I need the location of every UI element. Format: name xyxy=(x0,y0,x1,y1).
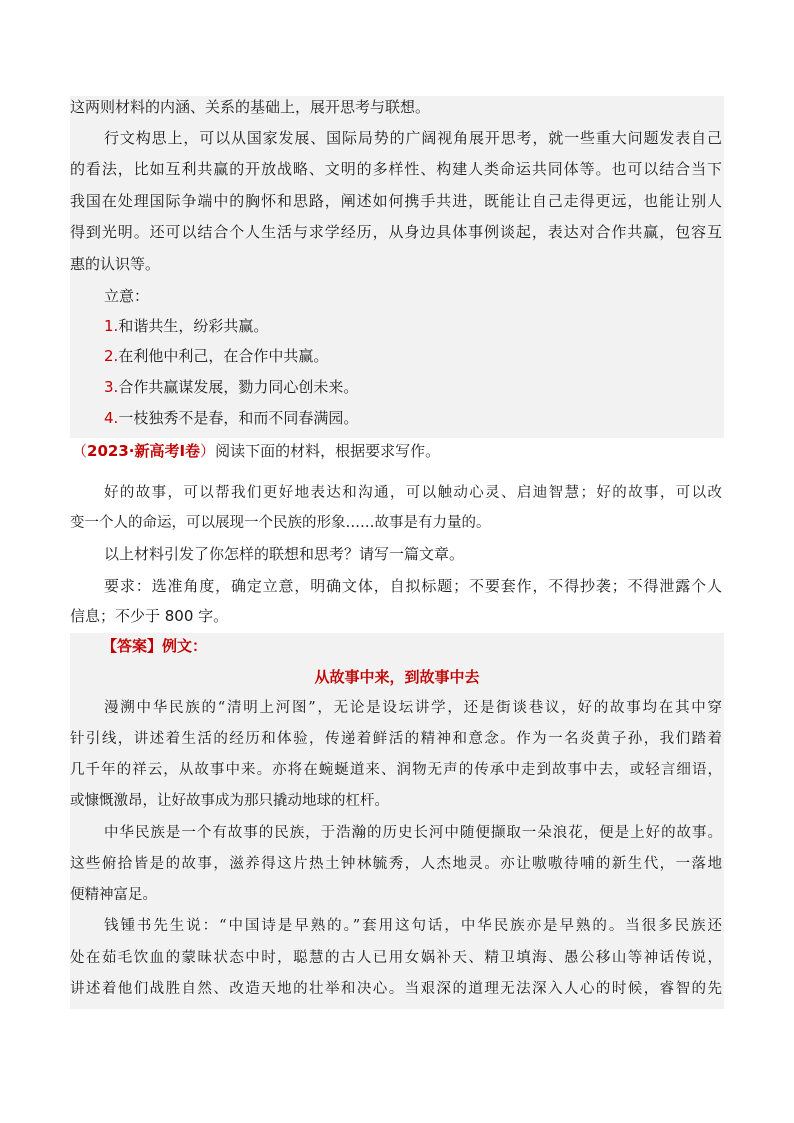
question-header xyxy=(72,441,440,461)
source-open: （ xyxy=(72,442,88,460)
essay-line: 中华民族是一个有故事的民族，于浩瀚的历史长河中随便撷取一朵浪花，便是上好的故事。 xyxy=(104,825,722,841)
essay-line: 便精神富足。 xyxy=(70,887,157,903)
essay-line: 这些俯拾皆是的故事，滋养得这片热土钟林毓秀，人杰地灵。亦让嗷嗷待哺的新生代，一落地 xyxy=(70,856,722,872)
analysis-line: 的看法，比如互利共赢的开放战略、文明的多样性、构建人类命运共同体等。也可以结合当下 xyxy=(70,160,722,178)
instruction-line: 以上材料引发了你怎样的联想和思考？请写一篇文章。 xyxy=(104,545,465,563)
source-close: ） xyxy=(200,442,216,460)
analysis-line: 得到光明。还可以结合个人生活与求学经历，从身边具体事例谈起，表达对合作共赢，包容互 xyxy=(70,223,722,241)
essay-line: 处在茹毛饮血的蒙昧状态中时，聪慧的古人已用女娲补天、精卫填海、愚公移山等神话传说， xyxy=(70,950,722,966)
material-line: 变一个人的命运，可以展现一个民族的形象……故事是有力量的。 xyxy=(70,515,491,531)
essay-line: 几千年的祥云，从故事中来。亦将在蜿蜒道来、润物无声的传承中走到故事中去，或轻言细语， xyxy=(70,762,722,778)
liyi-number: 3. xyxy=(104,378,119,396)
essay-line: 漫溯中华民族的“清明上河图”，无论是设坛讲学，还是街谈巷议，好的故事均在其中穿 xyxy=(104,700,722,716)
material-line: 好的故事，可以帮我们更好地表达和沟通，可以触动心灵、启迪智慧；好的故事，可以改 xyxy=(104,485,722,501)
analysis-line: 行文构思上，可以从国家发展、国际局势的广阔视角展开思考，就一些重大问题发表自己 xyxy=(104,129,722,147)
liyi-text: 在利他中利己，在合作中共赢。 xyxy=(118,347,329,365)
requirement-line: 要求：选准角度，确定立意，明确文体，自拟标题；不要套作，不得抄袭；不得泄露个人 xyxy=(104,577,722,595)
intro-line: 这两则材料的内涵、关系的基础上，展开思考与联想。 xyxy=(70,98,431,116)
essay-line: 针引线，讲述着生活的经历和体验，传递着鲜活的精神和意念。作为一名炎黄子孙，我们踏着 xyxy=(70,731,722,747)
liyi-number: 4. xyxy=(104,409,119,427)
liyi-item xyxy=(104,408,358,428)
liyi-text: 一枝独秀不是春，和而不同春满园。 xyxy=(118,409,359,427)
essay-line: 或慷慨激昂，让好故事成为那只撬动地球的杠杆。 xyxy=(70,793,389,809)
essay-title: 从故事中来，到故事中去 xyxy=(314,668,480,686)
question-prompt: 阅读下面的材料，根据要求写作。 xyxy=(215,442,441,460)
liyi-item xyxy=(104,346,328,366)
analysis-line: 惠的认识等。 xyxy=(70,255,161,273)
analysis-line: 我国在处理国际争端中的胸怀和思路，阐述如何携手共进，既能让自己走得更远，也能让别人 xyxy=(70,192,722,210)
essay-line: 讲述着他们战胜自然、改造天地的壮举和决心。当艰深的道理无法深入人心的时候，睿智的先 xyxy=(70,981,722,997)
requirement-line: 信息；不少于 800 字。 xyxy=(70,607,229,625)
liyi-number: 2. xyxy=(104,347,119,365)
liyi-label: 立意： xyxy=(104,287,150,305)
essay-line: 钱锺书先生说：“中国诗是早熟的。”套用这句话，中华民族亦是早熟的。当很多民族还 xyxy=(104,918,722,934)
answer-label: 【答案】例文： xyxy=(102,637,208,655)
liyi-text: 合作共赢谋发展，勠力同心创未来。 xyxy=(118,378,359,396)
liyi-number: 1. xyxy=(104,317,119,335)
liyi-item xyxy=(104,377,358,397)
source-label: 2023·新高考Ⅰ卷 xyxy=(87,442,201,460)
liyi-text: 和谐共生，纷彩共赢。 xyxy=(118,317,269,335)
liyi-item xyxy=(104,316,268,336)
